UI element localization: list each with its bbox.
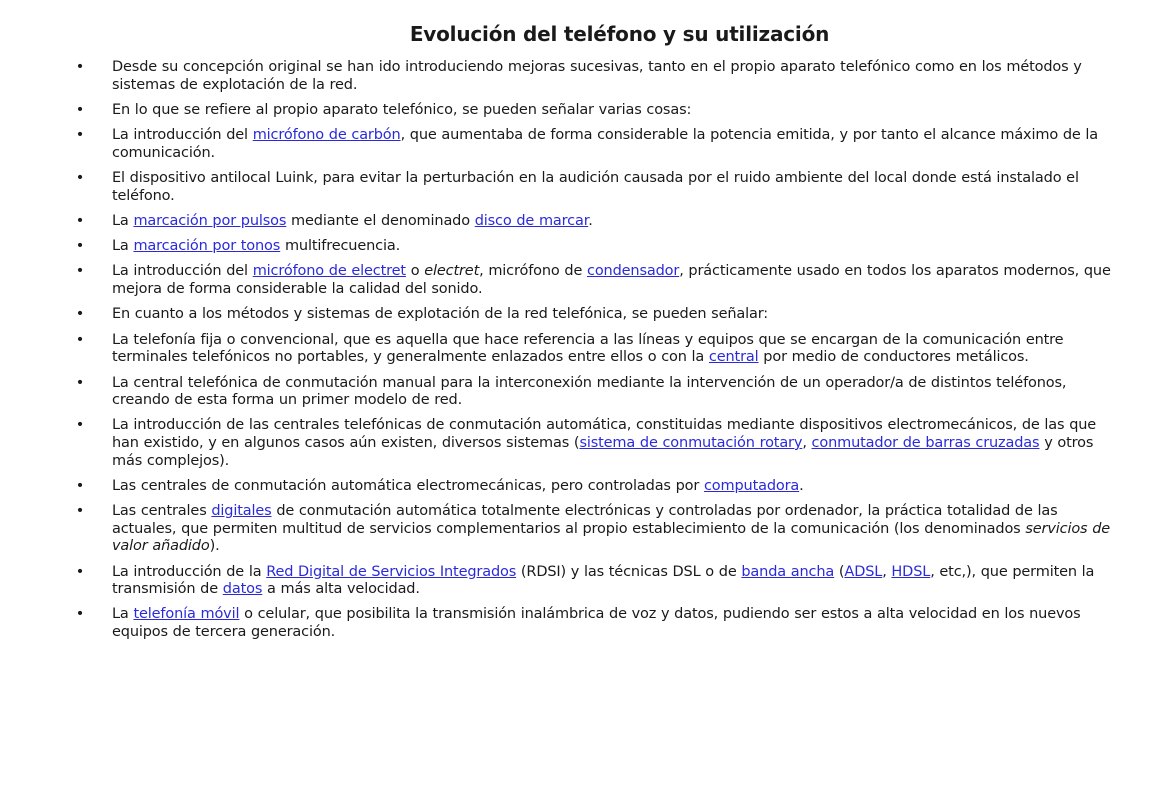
hyperlink[interactable]: conmutador de barras cruzadas bbox=[811, 434, 1040, 451]
bullet-icon: • bbox=[75, 417, 85, 434]
list-item-text: multifrecuencia. bbox=[280, 238, 401, 255]
bullet-icon: • bbox=[75, 503, 85, 520]
bullet-list bbox=[75, 59, 1111, 642]
bullet-icon: • bbox=[75, 170, 85, 187]
bullet-icon: • bbox=[75, 212, 85, 229]
list-item-text: Las centrales de conmutación automática electromecánicas, pero controladas por bbox=[112, 477, 704, 494]
list-item bbox=[75, 263, 1111, 298]
list-item-text: En cuanto a los métodos y sistemas de explotación de la red telefónica, se pueden señalar: bbox=[112, 306, 769, 323]
bullet-icon: • bbox=[75, 59, 85, 75]
hyperlink[interactable]: Red Digital de Servicios Integrados bbox=[266, 563, 517, 580]
hyperlink[interactable]: ADSL bbox=[844, 563, 883, 580]
hyperlink[interactable]: disco de marcar bbox=[474, 212, 589, 229]
hyperlink[interactable]: marcación por tonos bbox=[133, 238, 281, 255]
list-item bbox=[75, 331, 1111, 367]
list-item bbox=[75, 503, 1111, 556]
list-item-text: o bbox=[405, 263, 425, 280]
list-item-text: a más alta velocidad. bbox=[262, 581, 420, 598]
hyperlink[interactable]: HDSL bbox=[891, 563, 931, 580]
list-item-text: Desde su concepción original se han ido introduciendo mejoras sucesivas, tanto en el propio aparato telefónico como en los métodos y sistemas de explotación de la red. bbox=[112, 59, 1082, 93]
list-item bbox=[75, 212, 1111, 231]
list-item bbox=[75, 606, 1111, 641]
list-item bbox=[75, 563, 1111, 599]
bullet-icon: • bbox=[75, 127, 85, 144]
hyperlink[interactable]: datos bbox=[222, 581, 263, 598]
list-item bbox=[75, 170, 1111, 205]
hyperlink[interactable]: digitales bbox=[211, 503, 272, 520]
bullet-icon: • bbox=[75, 477, 85, 494]
list-item-text: La introducción del bbox=[112, 127, 253, 144]
list-item bbox=[75, 306, 1111, 324]
list-item-text: . bbox=[799, 477, 804, 494]
hyperlink[interactable]: micrófono de carbón bbox=[252, 127, 401, 144]
list-item-text: ( bbox=[834, 563, 845, 580]
list-item-text: En lo que se refiere al propio aparato telefónico, se pueden señalar varias cosas: bbox=[112, 101, 692, 118]
hyperlink[interactable]: banda ancha bbox=[741, 563, 835, 580]
list-item-text: , micrófono de bbox=[479, 263, 587, 280]
list-item bbox=[75, 374, 1111, 410]
list-item-text: , bbox=[882, 563, 892, 580]
bullet-icon: • bbox=[75, 374, 85, 391]
hyperlink[interactable]: sistema de conmutación rotary bbox=[579, 434, 803, 451]
list-item-text: El dispositivo antilocal Luink, para evitar la perturbación en la audición causada por el ruido ambiente del local donde está instalado el teléfono. bbox=[112, 170, 1079, 204]
hyperlink[interactable]: central bbox=[708, 349, 759, 366]
hyperlink[interactable]: computadora bbox=[703, 477, 800, 494]
list-item-text: La bbox=[112, 212, 134, 229]
list-item-text: por medio de conductores metálicos. bbox=[758, 349, 1029, 366]
bullet-icon: • bbox=[75, 101, 85, 118]
list-item-text: , bbox=[802, 434, 812, 451]
list-item-text: . bbox=[588, 212, 593, 229]
hyperlink[interactable]: micrófono de electret bbox=[252, 263, 406, 280]
list-item bbox=[75, 127, 1111, 162]
emphasis-text: servicios de valor añadido bbox=[112, 520, 1111, 555]
list-item-text: (RDSI) y las técnicas DSL o de bbox=[516, 563, 742, 580]
list-item-text: La central telefónica de conmutación manual para la interconexión mediante la intervención de un operador/a de distintos teléfonos, creando de esta forma un primer modelo de red. bbox=[112, 374, 1067, 409]
bullet-icon: • bbox=[75, 306, 85, 323]
list-item-text: , prácticamente usado en todos los aparatos modernos, que mejora de forma considerable la calidad del sonido. bbox=[112, 263, 1111, 298]
bullet-icon: • bbox=[75, 563, 85, 580]
list-item-text: La introducción del bbox=[112, 263, 253, 280]
page-title: Evolución del teléfono y su utilización bbox=[409, 22, 830, 46]
bullet-icon: • bbox=[75, 263, 85, 280]
list-item-text: de conmutación automática totalmente electrónicas y controladas por ordenador, la práctica totalidad de las actuales, que permiten multitud de servicios complementarios al propio establecimiento de la comunicación (los denominados bbox=[112, 503, 1058, 537]
list-item-text: o celular, que posibilita la transmisión inalámbrica de voz y datos, pudiendo ser estos a alta velocidad en los nuevos equipos de tercera generación. bbox=[112, 606, 1081, 641]
list-item-text: Las centrales bbox=[112, 503, 212, 520]
list-item-text: La bbox=[112, 238, 134, 255]
list-item-text: mediante el denominado bbox=[286, 212, 475, 229]
list-item-text: La bbox=[112, 606, 134, 623]
list-item bbox=[75, 101, 1111, 120]
list-item bbox=[75, 477, 1111, 496]
list-item-text: La telefonía fija o convencional, que es aquella que hace referencia a las líneas y equipos que se encargan de la comunicación entre terminales telefónicos no portables, y generalmente enlazados entre ellos o con la bbox=[112, 331, 1064, 366]
emphasis-text: electret bbox=[424, 263, 480, 280]
bullet-icon: • bbox=[75, 606, 85, 623]
list-item-text: La introducción de las centrales telefónicas de conmutación automática, constituidas mediante dispositivos electromecánicos, de las que han existido, y en algunos casos aún existen, diversos sistemas ( bbox=[112, 417, 1097, 451]
list-item bbox=[75, 417, 1111, 470]
hyperlink[interactable]: condensador bbox=[587, 263, 680, 280]
hyperlink[interactable]: telefonía móvil bbox=[133, 606, 240, 623]
hyperlink[interactable]: marcación por pulsos bbox=[133, 212, 287, 229]
bullet-icon: • bbox=[75, 238, 85, 255]
list-item-text: ). bbox=[209, 538, 220, 555]
list-item-text: La introducción de la bbox=[112, 563, 267, 580]
list-item bbox=[75, 238, 1111, 256]
list-item-text: , etc,), que permiten la transmisión de bbox=[112, 563, 1095, 598]
list-item-text: y otros más complejos). bbox=[112, 434, 1094, 469]
list-item bbox=[75, 59, 1111, 94]
bullet-icon: • bbox=[75, 331, 85, 348]
list-item-text: , que aumentaba de forma considerable la potencia emitida, y por tanto el alcance máximo de la comunicación. bbox=[112, 127, 1099, 161]
